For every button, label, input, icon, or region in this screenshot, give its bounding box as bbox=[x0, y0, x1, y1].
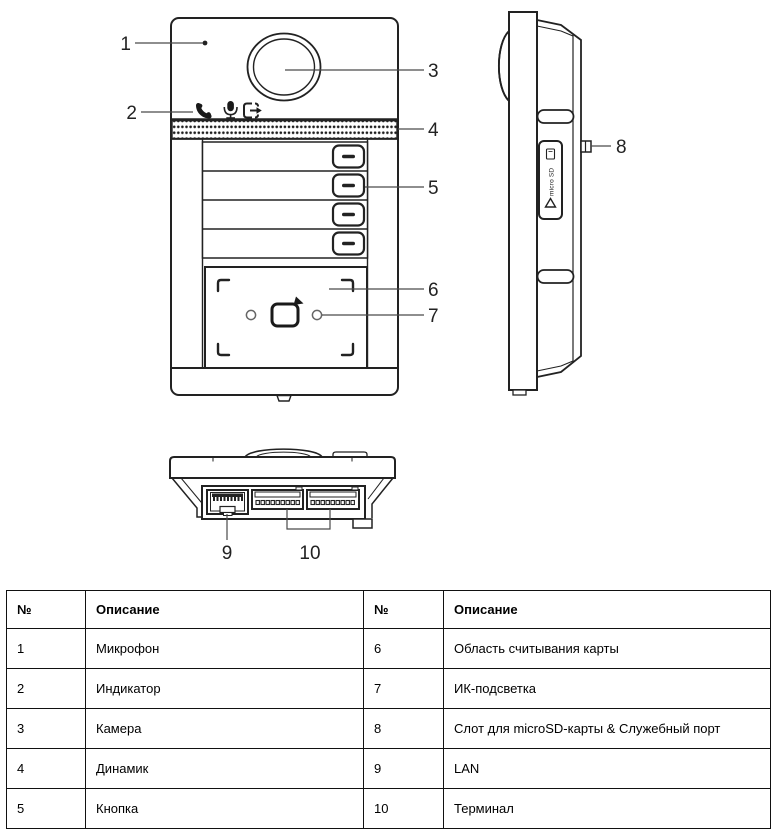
legend-header-num-left: № bbox=[7, 591, 86, 629]
legend-num-cell: 7 bbox=[364, 669, 444, 709]
legend-num-cell: 4 bbox=[7, 749, 86, 789]
microphone-hole bbox=[203, 41, 208, 46]
callout-9: 9 bbox=[221, 543, 233, 564]
legend-desc-cell: Слот для microSD-карты & Служебный порт bbox=[444, 709, 771, 749]
legend-desc-cell: Динамик bbox=[86, 749, 364, 789]
legend-num-cell: 10 bbox=[364, 789, 444, 829]
legend-desc-cell: LAN bbox=[444, 749, 771, 789]
front-view bbox=[171, 18, 398, 401]
legend-desc-cell: Микрофон bbox=[86, 629, 364, 669]
legend-num-cell: 6 bbox=[364, 629, 444, 669]
callout-5: 5 bbox=[428, 178, 439, 199]
callout-1: 1 bbox=[120, 34, 131, 55]
microsd-slot bbox=[539, 141, 562, 219]
legend-desc-cell: Индикатор bbox=[86, 669, 364, 709]
legend-desc-cell: Кнопка bbox=[86, 789, 364, 829]
callout-8: 8 bbox=[616, 137, 627, 158]
service-port-screw bbox=[581, 141, 591, 152]
callout-6: 6 bbox=[428, 280, 439, 301]
legend-header-desc-right: Описание bbox=[444, 591, 771, 629]
legend-num-cell: 5 bbox=[7, 789, 86, 829]
side-view bbox=[499, 12, 591, 395]
legend-header-desc-left: Описание bbox=[86, 591, 364, 629]
legend-desc-cell: ИК-подсветка bbox=[444, 669, 771, 709]
legend-num-cell: 1 bbox=[7, 629, 86, 669]
legend-num-cell: 8 bbox=[364, 709, 444, 749]
legend-desc-cell: Терминал bbox=[444, 789, 771, 829]
bottom-shell-band bbox=[170, 457, 395, 478]
callout-7: 7 bbox=[428, 306, 439, 327]
terminal-block-1 bbox=[252, 487, 303, 509]
mount-clip-bottom bbox=[538, 270, 574, 283]
camera-dome-profile bbox=[499, 31, 509, 101]
legend-header-num-right: № bbox=[364, 591, 444, 629]
lan-port bbox=[207, 490, 248, 516]
bottom-notch bbox=[353, 519, 372, 528]
microsd-slot-label: micro SD bbox=[548, 167, 556, 196]
legend-table bbox=[6, 590, 771, 829]
legend-num-cell: 2 bbox=[7, 669, 86, 709]
bottom-view bbox=[170, 449, 395, 528]
callout-3: 3 bbox=[428, 61, 439, 82]
terminal-block-2 bbox=[307, 487, 359, 509]
mount-clip-top bbox=[538, 110, 574, 123]
bottom-screw-tab bbox=[277, 396, 291, 402]
card-reader-area bbox=[205, 267, 367, 368]
side-front-plate bbox=[509, 12, 537, 390]
callout-4: 4 bbox=[428, 120, 439, 141]
legend-num-cell: 9 bbox=[364, 749, 444, 789]
side-foot-tab bbox=[513, 390, 526, 395]
callout-2: 2 bbox=[126, 103, 137, 124]
legend-desc-cell: Область считывания карты bbox=[444, 629, 771, 669]
speaker-grille bbox=[171, 120, 398, 139]
legend-desc-cell: Камера bbox=[86, 709, 364, 749]
callout-10: 10 bbox=[299, 543, 321, 564]
legend-num-cell: 3 bbox=[7, 709, 86, 749]
